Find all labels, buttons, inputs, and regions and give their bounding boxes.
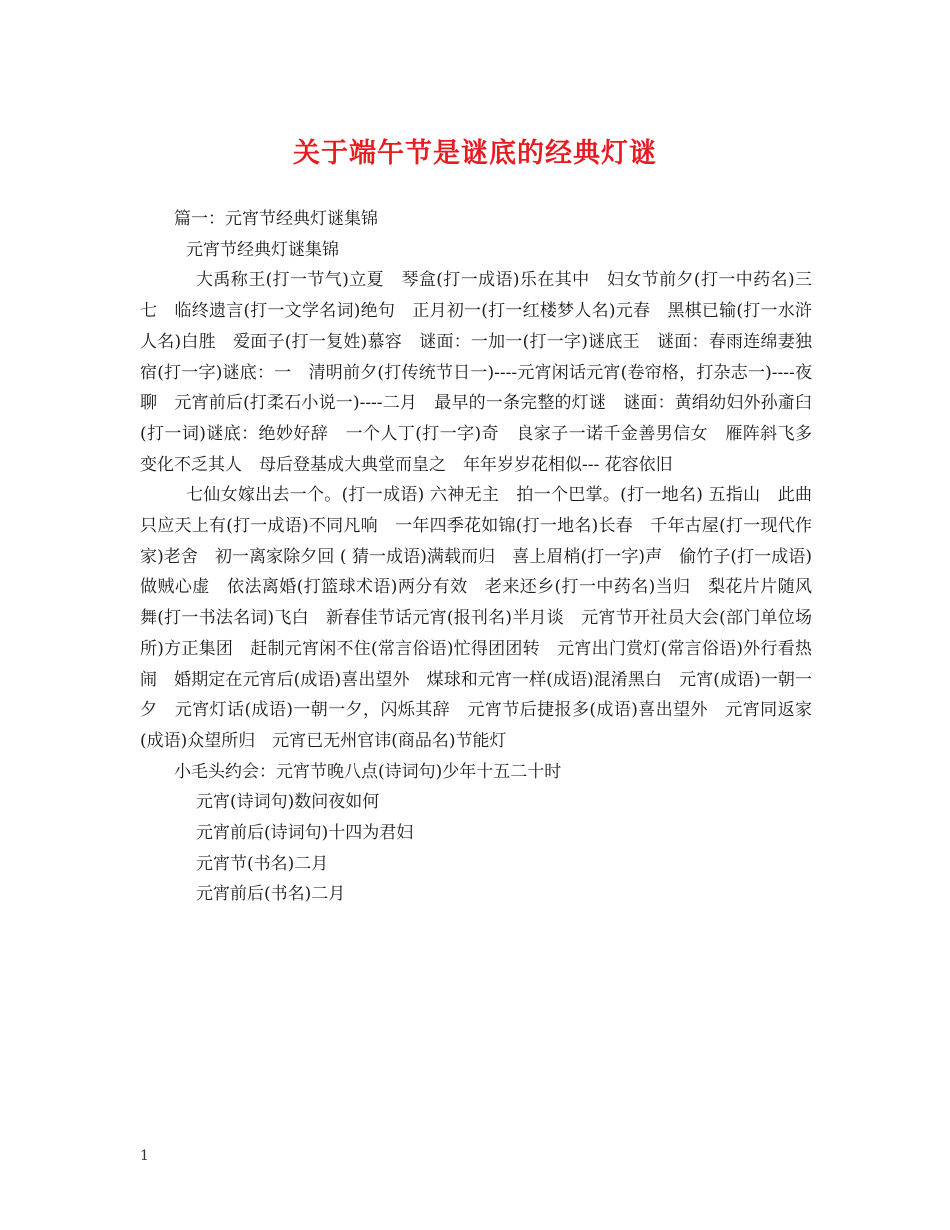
riddle-line-4: 元宵节(书名)二月 [196,853,329,874]
riddle-line-5: 元宵前后(书名)二月 [196,884,346,905]
document-title: 关于端午节是谜底的经典灯谜 [293,138,657,169]
riddle-line-3: 元宵前后(诗词句)十四为君妇 [196,823,414,844]
section-subheading: 元宵节经典灯谜集锦 [186,239,339,260]
page-number: 1 [140,1148,149,1164]
riddle-paragraph-1: 大禹称王(打一节气)立夏 琴盒(打一成语)乐在其中 妇女节前夕(打一中药名)三七 临终遗言(打一文学名词)绝句 正月初一(打一红楼梦人名)元春 黑棋已输(打一水浒人名)白胜 爱面子(打一复姓)慕容 谜面：一加一(打一字)谜底王 谜面：春雨连绵妻独宿(打一字)谜底：一 清明前夕(打传统节日一)----元宵闲话元宵(卷帘格，打杂志一)----夜聊 元宵前后(打柔石小说一)----二月 最早的一条完整的灯谜 谜面：黄绢幼妇外孙齑臼(打一词)谜底：绝妙好辞 一个人丁(打一字)奇 良家子一诺千金善男信女 雁阵斜飞多变化不乏其人 母后登基成大典堂而皇之 年年岁岁花相似--- 花容依旧 [140,270,812,475]
riddle-line-1: 小毛头约会：元宵节晚八点(诗词句)少年十五二十时 [174,761,562,782]
document-body [140,204,812,910]
riddle-paragraph-2: 七仙女嫁出去一个。(打一成语) 六神无主 拍一个巴掌。(打一地名) 五指山 此曲只应天上有(打一成语)不同凡响 一年四季花如锦(打一地名)长春 千年古屋(打一现代作家)老舍 初一离家除夕回 ( 猜一成语)满载而归 喜上眉梢(打一字)声 偷竹子(打一成语)做贼心虚 依法离婚(打篮球术语)两分有效 老来还乡(打一中药名)当归 梨花片片随风舞(打一书法名词)飞白 新春佳节话元宵(报刊名)半月谈 元宵节开社员大会(部门单位场所)方正集团 赶制元宵闲不住(常言俗语)忙得团团转 元宵出门赏灯(常言俗语)外行看热闹 婚期定在元宵后(成语)喜出望外 煤球和元宵一样(成语)混淆黑白 元宵(成语)一朝一夕 元宵灯话(成语)一朝一夕，闪烁其辞 元宵节后捷报多(成语)喜出望外 元宵同返家(成语)众望所归 元宵已无州官讳(商品名)节能灯 [140,485,812,751]
riddle-line-2: 元宵(诗词句)数问夜如何 [196,792,380,813]
section-heading: 篇一：元宵节经典灯谜集锦 [174,209,378,229]
